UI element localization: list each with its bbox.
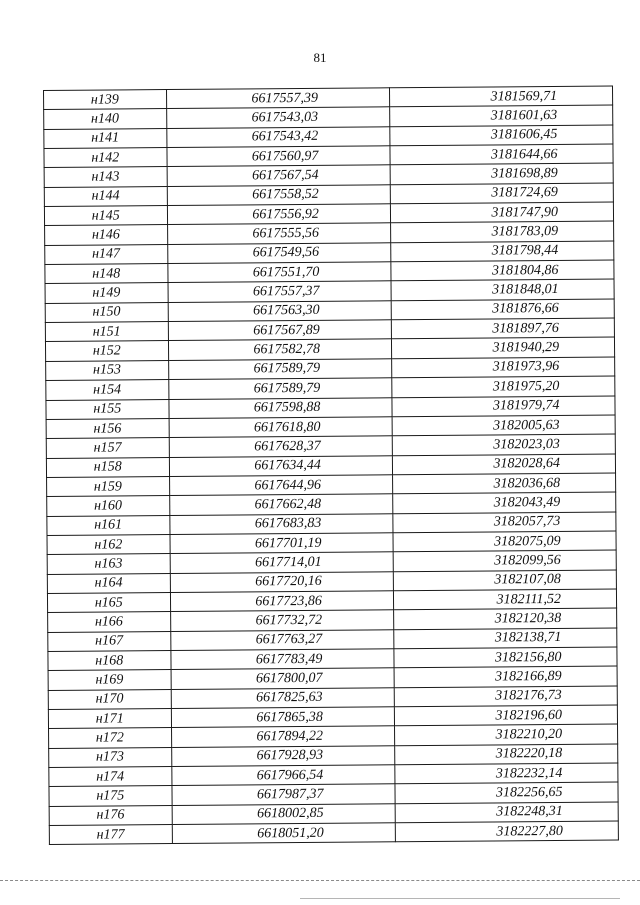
point-id-cell: н154 [46,380,169,400]
coordinate-x-cell: 6617543,42 [166,126,389,147]
coordinate-y-cell: 3182138,71 [393,628,616,649]
coordinate-y-cell: 3181798,44 [390,241,613,262]
point-id-cell: н165 [47,592,170,612]
coordinate-y-cell: 3182220,18 [394,744,617,765]
coordinate-y-cell: 3181897,76 [391,318,614,339]
point-id-cell: н146 [45,225,168,245]
coordinate-x-cell: 6617557,37 [168,281,391,302]
coordinates-table [43,86,619,846]
coordinate-x-cell: 6618002,85 [172,803,395,824]
coordinate-y-cell: 3181783,09 [390,221,613,242]
coordinate-y-cell: 3182036,68 [392,473,615,494]
point-id-cell: н171 [48,709,171,729]
point-id-cell: н161 [47,515,170,535]
coordinate-y-cell: 3181698,89 [390,163,613,184]
point-id-cell: н172 [49,728,172,748]
coordinate-x-cell: 6617644,96 [169,475,392,496]
point-id-cell: н176 [49,805,172,825]
coordinate-x-cell: 6617589,79 [168,359,391,380]
coordinate-x-cell: 6617549,56 [167,243,390,264]
point-id-cell: н145 [44,206,167,226]
coordinate-y-cell: 3182023,03 [392,434,615,455]
coordinate-y-cell: 3181848,01 [391,279,614,300]
coordinate-x-cell: 6617662,48 [169,494,392,515]
coordinate-x-cell: 6617628,37 [169,436,392,457]
point-id-cell: н153 [46,360,169,380]
coordinate-x-cell: 6617720,16 [170,571,393,592]
coordinate-x-cell: 6617825,63 [171,687,394,708]
coordinate-y-cell: 3181973,96 [391,357,614,378]
point-id-cell: н163 [47,554,170,574]
point-id-cell: н177 [49,825,172,845]
coordinates-table-body [44,86,619,845]
point-id-cell: н166 [48,612,171,632]
point-id-cell: н169 [48,670,171,690]
coordinate-y-cell: 3182043,49 [392,492,615,513]
coordinate-y-cell: 3181747,90 [390,202,613,223]
coordinate-y-cell: 3182057,73 [393,512,616,533]
coordinate-y-cell: 3182210,20 [394,724,617,745]
coordinate-x-cell: 6617783,49 [170,649,393,670]
coordinate-y-cell: 3181975,20 [392,376,615,397]
point-id-cell: н148 [45,264,168,284]
coordinate-y-cell: 3182099,56 [393,550,616,571]
point-id-cell: н142 [44,148,167,168]
point-id-cell: н151 [45,322,168,342]
point-id-cell: н160 [47,496,170,516]
coordinate-y-cell: 3181940,29 [391,337,614,358]
coordinate-y-cell: 3181601,63 [389,105,612,126]
coordinate-x-cell: 6617966,54 [171,765,394,786]
coordinate-y-cell: 3182232,14 [395,763,618,784]
coordinate-y-cell: 3181644,66 [390,144,613,165]
coordinate-x-cell: 6617567,54 [167,165,390,186]
coordinate-y-cell: 3181979,74 [392,396,615,417]
coordinate-x-cell: 6617928,93 [171,745,394,766]
point-id-cell: н164 [47,573,170,593]
coordinate-y-cell: 3182248,31 [395,802,618,823]
coordinate-y-cell: 3182256,65 [395,782,618,803]
point-id-cell: н175 [49,786,172,806]
coordinate-y-cell: 3182005,63 [392,415,615,436]
point-id-cell: н140 [44,109,167,129]
point-id-cell: н174 [49,767,172,787]
coordinate-y-cell: 3181724,69 [390,183,613,204]
coordinate-y-cell: 3181876,66 [391,299,614,320]
coordinate-x-cell: 6617701,19 [170,533,393,554]
coordinate-y-cell: 3182120,38 [393,608,616,629]
coordinate-y-cell: 3182196,60 [394,705,617,726]
coordinate-y-cell: 3182111,52 [393,589,616,610]
coordinate-x-cell: 6617598,88 [168,397,391,418]
coordinate-y-cell: 3181569,71 [389,86,612,107]
coordinate-x-cell: 6617563,30 [168,301,391,322]
coordinate-x-cell: 6617543,03 [166,107,389,128]
coordinate-x-cell: 6617894,22 [171,726,394,747]
coordinate-y-cell: 3182156,80 [394,647,617,668]
point-id-cell: н168 [48,650,171,670]
point-id-cell: н149 [45,283,168,303]
coordinate-x-cell: 6617567,89 [168,320,391,341]
point-id-cell: н162 [47,534,170,554]
point-id-cell: н139 [44,90,167,110]
coordinate-x-cell: 6617865,38 [171,707,394,728]
coordinate-x-cell: 6617800,07 [171,668,394,689]
coordinate-x-cell: 6618051,20 [172,823,395,844]
coordinate-y-cell: 3181606,45 [390,125,613,146]
coordinate-x-cell: 6617589,79 [168,378,391,399]
scan-edge-line-lower [300,898,620,899]
point-id-cell: н173 [49,747,172,767]
coordinate-y-cell: 3181804,86 [391,260,614,281]
point-id-cell: н150 [45,302,168,322]
coordinate-x-cell: 6617555,56 [167,223,390,244]
coordinate-x-cell: 6617558,52 [167,184,390,205]
coordinate-y-cell: 3182075,09 [393,531,616,552]
coordinate-y-cell: 3182028,64 [392,454,615,475]
coordinate-x-cell: 6617683,83 [169,513,392,534]
coordinate-x-cell: 6617618,80 [169,417,392,438]
coordinate-x-cell: 6617732,72 [170,610,393,631]
point-id-cell: н143 [44,167,167,187]
coordinate-y-cell: 3182176,73 [394,686,617,707]
coordinate-x-cell: 6617560,97 [166,146,389,167]
point-id-cell: н147 [45,244,168,264]
scan-edge-line [0,880,640,881]
coordinate-x-cell: 6617723,86 [170,591,393,612]
table-row [49,821,618,845]
coordinate-x-cell: 6617634,44 [169,455,392,476]
point-id-cell: н155 [46,399,169,419]
coordinate-x-cell: 6617556,92 [167,204,390,225]
point-id-cell: н144 [44,186,167,206]
point-id-cell: н156 [46,418,169,438]
coordinate-x-cell: 6617551,70 [167,262,390,283]
point-id-cell: н152 [45,341,168,361]
point-id-cell: н141 [44,128,167,148]
coordinate-y-cell: 3182166,89 [394,666,617,687]
coordinate-x-cell: 6617557,39 [166,88,389,109]
coordinate-x-cell: 6617714,01 [170,552,393,573]
point-id-cell: н157 [46,438,169,458]
coordinate-x-cell: 6617763,27 [170,629,393,650]
point-id-cell: н170 [48,689,171,709]
point-id-cell: н159 [47,476,170,496]
coordinate-x-cell: 6617582,78 [168,339,391,360]
point-id-cell: н158 [46,457,169,477]
page-number: 81 [313,50,327,65]
coordinate-x-cell: 6617987,37 [171,784,394,805]
coordinate-y-cell: 3182227,80 [395,821,618,842]
point-id-cell: н167 [48,631,171,651]
coordinate-y-cell: 3182107,08 [393,570,616,591]
